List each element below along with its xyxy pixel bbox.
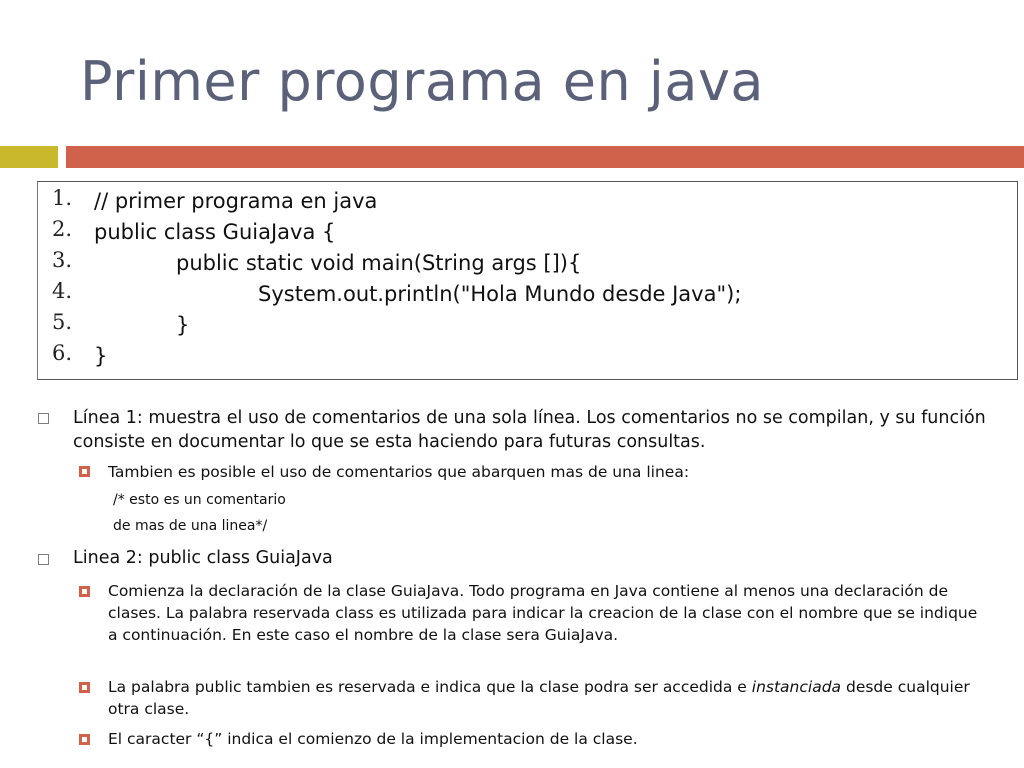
comment-example-line-1: /* esto es un comentario <box>113 492 286 508</box>
accent-bar-olive <box>0 146 58 168</box>
sub-bullet-brace: El caracter “{” indica el comienzo de la implementacion de la clase. <box>108 730 638 748</box>
bullet-square-icon <box>38 413 49 424</box>
comment-example-line-2: de mas de una linea*/ <box>113 518 268 534</box>
public-keyword-text-post: desde cualquier otra clase. <box>108 678 970 718</box>
line-number: 4. <box>52 279 73 303</box>
sub-bullet-multiline-comments: Tambien es posible el uso de comentarios que abarquen mas de una linea: <box>108 463 690 481</box>
sub-bullet-public-keyword <box>108 676 978 720</box>
sub-bullet-icon <box>79 734 90 745</box>
code-line: } <box>94 344 108 368</box>
accent-bar-red <box>66 146 1024 168</box>
code-line: // primer programa en java <box>94 189 378 213</box>
sub-bullet-icon <box>79 586 90 597</box>
bullet-linea-1: Línea 1: muestra el uso de comentarios de una sola línea. Los comentarios no se compilan, y su función consiste en documentar lo que se esta haciendo para futuras consultas. <box>73 408 986 452</box>
line-number: 6. <box>52 341 73 365</box>
sub-bullet-icon <box>79 466 90 477</box>
code-line: public static void main(String args []){ <box>176 251 582 275</box>
line-number: 2. <box>52 217 73 241</box>
line-number: 3. <box>52 248 73 272</box>
code-line: System.out.println("Hola Mundo desde Java"); <box>258 282 742 306</box>
public-keyword-text-pre: La palabra public tambien es reservada e indica que la clase podra ser accedida e <box>108 678 752 696</box>
bullet-linea-2: Linea 2: public class GuiaJava <box>73 548 333 568</box>
instanciada-italic: instanciada <box>751 678 842 696</box>
bullet-square-icon <box>38 554 49 565</box>
code-listing <box>37 181 1018 380</box>
code-line: public class GuiaJava { <box>94 220 336 244</box>
code-line: } <box>176 313 190 337</box>
slide-title: Primer programa en java <box>80 50 765 113</box>
line-number: 1. <box>52 186 73 210</box>
sub-bullet-icon <box>79 682 90 693</box>
sub-bullet-class-declaration: Comienza la declaración de la clase GuiaJava. Todo programa en Java contiene al menos una declaración de clases. La palabra reservada class es utilizada para indicar la creacion de la clase con el nombre que se indique a continuación. En este caso el nombre de la clase sera GuiaJava. <box>108 582 978 644</box>
line-number: 5. <box>52 310 73 334</box>
